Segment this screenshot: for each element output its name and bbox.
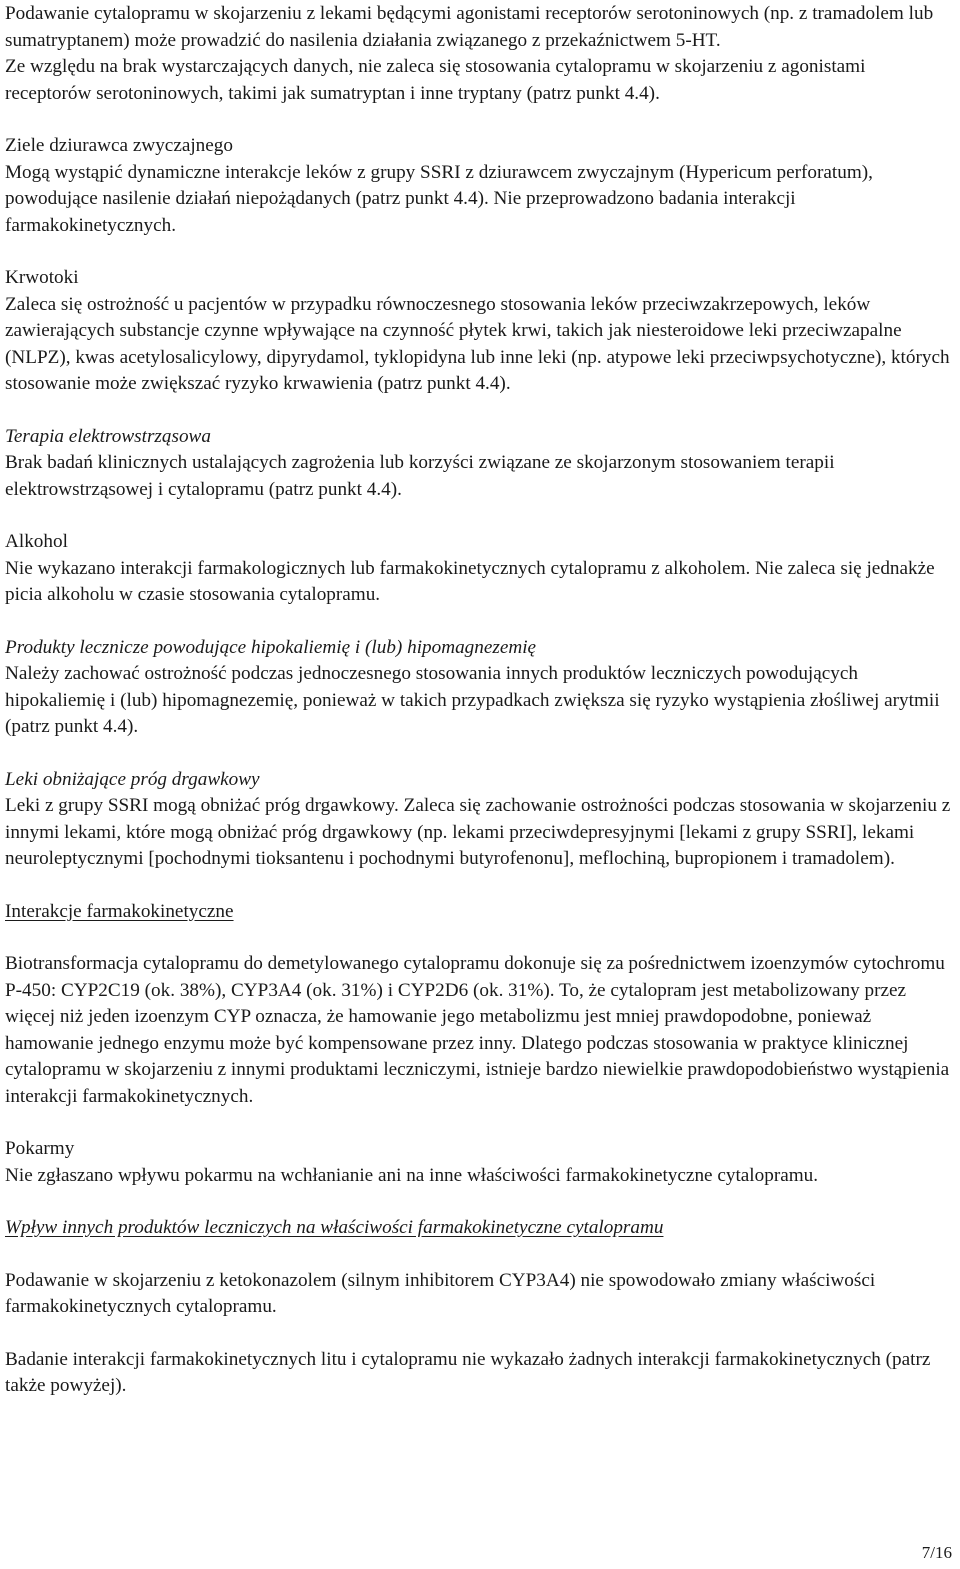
section-heading: Wpływ innych produktów leczniczych na właściwości farmakokinetyczne cytalopramu	[5, 1217, 664, 1238]
section-pk-interactions	[5, 899, 953, 1111]
document-page	[5, 1, 953, 1400]
section-body: Mogą wystąpić dynamiczne interakcje leków z grupy SSRI z dziurawcem zwyczajnym (Hypericum perforatum), powodujące nasilenie działań niepożądanych (patrz punkt 4.4). Nie przeprowadzono badania interakcji farmakokinetycznych.	[5, 161, 873, 236]
section-ect	[5, 424, 953, 504]
section-heading: Krwotoki	[5, 267, 79, 288]
section-body: Należy zachować ostrożność podczas jednoczesnego stosowania innych produktów leczniczych powodujących hipokaliemię i (lub) hipomagnezemię, ponieważ w takich przypadkach zwiększa się ryzyko wystąpienia złośliwej arytmii (patrz punkt 4.4).	[5, 663, 940, 737]
intro-section	[5, 1, 953, 107]
intro-paragraph: Podawanie cytalopramu w skojarzeniu z lekami będącymi agonistami receptorów serotoninowych (np. z tramadolem lub sumatryptanem) może prowadzić do nasilenia działania związanego z przekaźnictwem 5-HT.	[5, 3, 934, 51]
section-body: Podawanie w skojarzeniu z ketokonazolem (silnym inhibitorem CYP3A4) nie spowodowało zmiany właściwości farmakokinetycznych cytalopramu.	[5, 1269, 876, 1317]
section-st-johns-wort	[5, 133, 953, 239]
section-food	[5, 1136, 953, 1189]
section-body: Biotransformacja cytalopramu do demetylowanego cytalopramu dokonuje się za pośrednictwem izoenzymów cytochromu P-450: CYP2C19 (ok. 38%), CYP3A4 (ok. 31%) i CYP2D6 (ok. 31%). To, że cytalopram jest metabolizowany przez więcej niż jeden izoenzym CYP oznacza, że hamowanie jego metabolizmu jest mniej prawdopodobne, ponieważ hamowanie jednego enzymu może być kompensowane przez inny. Dlatego podczas stosowania w praktyce klinicznej cytalopramu w skojarzeniu z innymi produktami leczniczymi, istnieje bardzo niewielkie prawdopodobieństwo wystąpienia interakcji farmakokinetycznych.	[5, 953, 950, 1107]
section-body: Nie zgłaszano wpływu pokarmu na wchłanianie ani na inne właściwości farmakokinetyczne cytalopramu.	[5, 1164, 819, 1186]
intro-paragraph: Ze względu na brak wystarczających danych, nie zaleca się stosowania cytalopramu w skojarzeniu z agonistami receptorów serotoninowych, takimi jak sumatryptan i inne tryptany (patrz punkt 4.4).	[5, 56, 866, 104]
section-heading: Ziele dziurawca zwyczajnego	[5, 135, 233, 156]
section-heading: Terapia elektrowstrząsowa	[5, 425, 211, 447]
section-other-products	[5, 1215, 953, 1400]
section-body: Brak badań klinicznych ustalających zagrożenia lub korzyści związane ze skojarzonym stosowaniem terapii elektrowstrząsowej i cytalopramu (patrz punkt 4.4).	[5, 452, 835, 500]
page-number: 7/16	[921, 1543, 952, 1562]
section-body: Badanie interakcji farmakokinetycznych litu i cytalopramu nie wykazało żadnych interakcji farmakokinetycznych (patrz także powyżej).	[5, 1348, 931, 1396]
section-alcohol	[5, 529, 953, 609]
section-bleeding	[5, 265, 953, 398]
section-heading: Produkty lecznicze powodujące hipokaliemię i (lub) hipomagnezemię	[5, 636, 537, 658]
section-hypokalemia	[5, 635, 953, 741]
section-heading: Leki obniżające próg drgawkowy	[5, 768, 260, 790]
section-body: Zaleca się ostrożność u pacjentów w przypadku równoczesnego stosowania leków przeciwzakrzepowych, leków zawierających substancje czynne wpływające na czynność płytek krwi, takich jak niesteroidowe leki przeciwzapalne (NLPZ), kwas acetylosalicylowy, dipyrydamol, tyklopidyna lub inne leki (np. atypowe leki przeciwpsychotyczne), których stosowanie może zwiększać ryzyko krwawienia (patrz punkt 4.4).	[5, 293, 950, 394]
section-heading: Pokarmy	[5, 1138, 75, 1159]
section-heading: Alkohol	[5, 531, 68, 552]
section-body: Nie wykazano interakcji farmakologicznych lub farmakokinetycznych cytalopramu z alkoholem. Nie zaleca się jednakże picia alkoholu w czasie stosowania cytalopramu.	[5, 557, 935, 605]
section-heading: Interakcje farmakokinetyczne	[5, 900, 234, 922]
section-body: Leki z grupy SSRI mogą obniżać próg drgawkowy. Zaleca się zachowanie ostrożności podczas stosowania w skojarzeniu z innymi lekami, które mogą obniżać próg drgawkowy (np. lekami przeciwdepresyjnymi [lekami z grupy SSRI], lekami neuroleptycznymi [pochodnymi tioksantenu i pochodnymi butyrofenonu], meflochiną, bupropionem i tramadolem).	[5, 795, 951, 869]
section-seizure-threshold	[5, 767, 953, 873]
